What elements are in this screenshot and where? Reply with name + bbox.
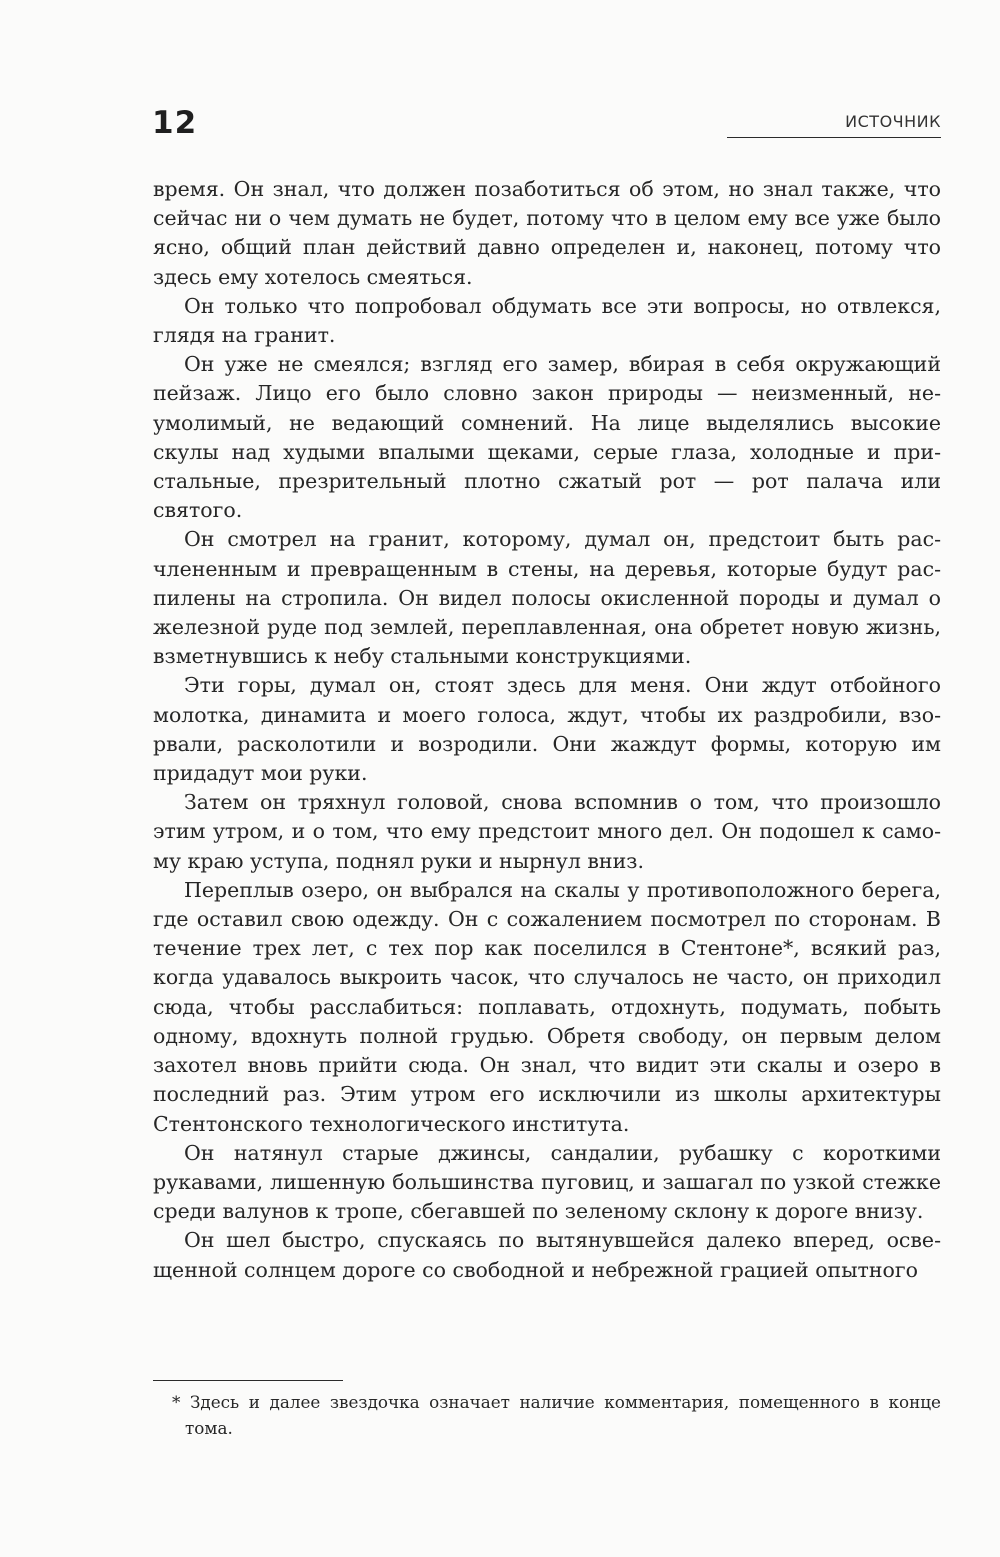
footnote-rule (153, 1380, 343, 1381)
header-rule (727, 137, 941, 138)
paragraph: Он шел быстро, спускаясь по вытянувшейся далеко вперед, освещенной солнцем дороге со свободной и небрежной грацией опытного (153, 1228, 941, 1282)
paragraph: время. Он знал, что должен позаботиться об этом, но знал также, что сейчас ни о чем думать не будет, потому что в целом ему все уже было ясно, общий план действий давно определен и, наконец, потому что здесь ему хотелось смеяться. (153, 177, 941, 289)
paragraph: Он только что попробовал обдумать все эти вопросы, но отвлекся, глядя на гранит. (153, 293, 941, 348)
page-number: 12 (152, 105, 198, 141)
running-title: ИСТОЧНИК (845, 112, 941, 131)
paragraph: Он натянул старые джинсы, сандалии, рубашку с короткими рукавами, лишенную большинства пуговиц, и зашагал по узкой стежке среди валунов к тропе, сбегавшей по зеленому склону к дороге внизу. (153, 1140, 941, 1224)
paragraph: Переплыв озеро, он выбрался на скалы у противоположного берега, где оставил свою одежду. Он с сожалением посмотрел по сторонам. В течение трех лет, с тех пор как поселился в Стентоне*, всякий раз, когда удавалось выкроить часок, что случалось не часто, он приходил сюда, чтобы расслабиться: поплавать, отдохнуть, подумать, побыть одному, вдохнуть полной грудью. Обретя свободу, он первым делом захотел вновь прийти сюда. Он знал, что видит эти скалы и озеро в последний раз. Этим утром его исключили из школы архитектуры Стентонского технологического института. (153, 877, 941, 1136)
paragraph: Эти горы, думал он, стоят здесь для меня. Они ждут отбойного молотка, динамита и моего голоса, ждут, чтобы их раздробили, взорвали, расколотили и возродили. Они жаждут формы, которую им придадут мои руки. (153, 673, 941, 786)
paragraph: Затем он тряхнул головой, снова вспомнив о том, что произошло этим утром, и о том, что ему предстоит много дел. Он подошел к самому краю уступа, поднял руки и нырнул вниз. (153, 790, 941, 873)
body-text (153, 175, 941, 1285)
paragraph: Он уже не смеялся; взгляд его замер, вбирая в себя окружающий пейзаж. Лицо его было словно закон природы — неизменный, неумолимый, не ведающий сомнений. На лице выделялись высокие скулы над худыми впалыми щеками, серые глаза, холодные и пристальные, презрительный плотно сжатый рот — рот палача или святого. (153, 352, 941, 523)
paragraph: Он смотрел на гранит, которому, думал он, предстоит быть расчлененным и превращенным в стены, на деревья, которые будут распилены на стропила. Он видел полосы окисленной породы и думал о железной руде под землей, переплавленная, она обретет новую жизнь, взметнувшись к небу стальными конструкциями. (153, 527, 941, 669)
footnote: * Здесь и далее звездочка означает наличие комментария, помещенного в конце тома. (172, 1392, 941, 1438)
